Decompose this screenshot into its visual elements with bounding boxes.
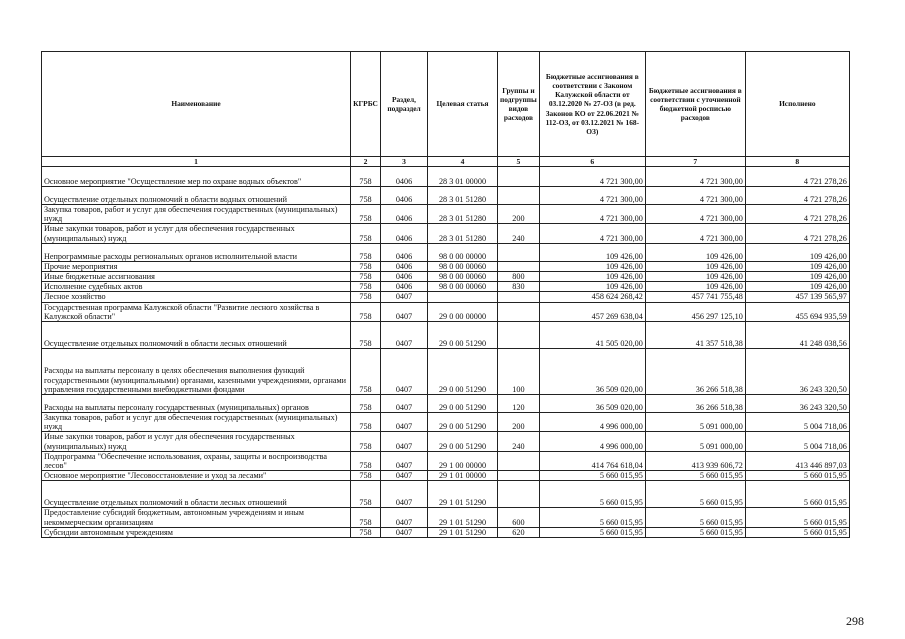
cell-executed: 109 426,00 <box>745 282 849 292</box>
cell-section: 0407 <box>381 451 428 470</box>
col-header-executed: Исполнено <box>745 52 849 157</box>
cell-section: 0407 <box>381 292 428 302</box>
cell-section: 0406 <box>381 187 428 205</box>
cell-law: 36 509 020,00 <box>539 395 645 413</box>
cell-law: 4 721 300,00 <box>539 167 645 187</box>
cell-kgrbs: 758 <box>351 395 381 413</box>
cell-article: 29 1 01 00000 <box>428 471 498 481</box>
cell-article: 29 1 00 00000 <box>428 451 498 470</box>
cell-article: 98 0 00 00060 <box>428 272 498 282</box>
cell-article: 28 3 01 51280 <box>428 205 498 224</box>
cell-executed: 5 660 015,95 <box>745 481 849 508</box>
cell-name: Субсидии автономным учреждениям <box>42 527 351 537</box>
table-row <box>42 481 850 508</box>
cell-article: 28 3 01 51280 <box>428 224 498 243</box>
table-row <box>42 395 850 413</box>
cell-executed: 41 248 038,56 <box>745 322 849 349</box>
cell-kgrbs: 758 <box>351 527 381 537</box>
cell-kgrbs: 758 <box>351 167 381 187</box>
cell-kgrbs: 758 <box>351 432 381 451</box>
cell-group: 200 <box>498 413 540 432</box>
cell-kgrbs: 758 <box>351 261 381 271</box>
cell-group <box>498 187 540 205</box>
cell-group: 830 <box>498 282 540 292</box>
column-number: 7 <box>645 157 745 167</box>
cell-name: Непрограммные расходы региональных органов исполнительной власти <box>42 243 351 261</box>
cell-section: 0407 <box>381 302 428 321</box>
cell-law: 457 269 638,04 <box>539 302 645 321</box>
cell-group: 120 <box>498 395 540 413</box>
cell-article: 29 1 01 51290 <box>428 508 498 527</box>
table-row <box>42 508 850 527</box>
cell-section: 0407 <box>381 508 428 527</box>
cell-name: Расходы на выплаты персоналу в целях обеспечения выполнения функций государственными (муниципальными) органами, казенными учреждениями, органами управления государственными внебюджетными фондами <box>42 349 351 395</box>
cell-kgrbs: 758 <box>351 282 381 292</box>
cell-section: 0406 <box>381 261 428 271</box>
col-header-assign-refined: Бюджетные ассигнования в соответствии с уточненной бюджетной росписью расходов <box>645 52 745 157</box>
cell-executed: 36 243 320,50 <box>745 349 849 395</box>
cell-refined: 5 660 015,95 <box>645 471 745 481</box>
cell-refined: 4 721 300,00 <box>645 205 745 224</box>
col-header-section: Раздел, подраздел <box>381 52 428 157</box>
cell-section: 0406 <box>381 243 428 261</box>
cell-law: 4 996 000,00 <box>539 413 645 432</box>
column-number: 6 <box>539 157 645 167</box>
cell-group <box>498 292 540 302</box>
table-row <box>42 261 850 271</box>
cell-law: 5 660 015,95 <box>539 527 645 537</box>
cell-article: 29 0 00 51290 <box>428 395 498 413</box>
table-row <box>42 322 850 349</box>
cell-refined: 5 091 000,00 <box>645 413 745 432</box>
cell-name: Предоставление субсидий бюджетным, автономным учреждениям и иным некоммерческим организациям <box>42 508 351 527</box>
table-body <box>42 167 850 538</box>
cell-section: 0407 <box>381 432 428 451</box>
cell-kgrbs: 758 <box>351 243 381 261</box>
cell-article: 29 0 00 51290 <box>428 432 498 451</box>
cell-refined: 457 741 755,48 <box>645 292 745 302</box>
cell-refined: 5 660 015,95 <box>645 481 745 508</box>
cell-name: Иные бюджетные ассигнования <box>42 272 351 282</box>
col-header-assign-law: Бюджетные ассигнования в соответствии с Законом Калужской области от 03.12.2020 № 27-ОЗ (в ред. Законов КО от 22.06.2021 № 112-ОЗ, от 03.12.2021 № 168-ОЗ) <box>539 52 645 157</box>
cell-section: 0406 <box>381 282 428 292</box>
cell-name: Осуществление отдельных полномочий в области лесных отношений <box>42 322 351 349</box>
cell-group <box>498 167 540 187</box>
cell-kgrbs: 758 <box>351 471 381 481</box>
cell-section: 0406 <box>381 167 428 187</box>
cell-executed: 5 004 718,06 <box>745 413 849 432</box>
cell-section: 0407 <box>381 527 428 537</box>
column-number: 1 <box>42 157 351 167</box>
cell-law: 4 721 300,00 <box>539 224 645 243</box>
page-number: 298 <box>846 614 864 628</box>
col-header-kgrbs: КГРБС <box>351 52 381 157</box>
cell-refined: 5 660 015,95 <box>645 508 745 527</box>
cell-executed: 109 426,00 <box>745 243 849 261</box>
cell-law: 5 660 015,95 <box>539 471 645 481</box>
cell-name: Основное мероприятие "Лесовосстановление и уход за лесами" <box>42 471 351 481</box>
cell-name: Закупка товаров, работ и услуг для обеспечения государственных (муниципальных) нужд <box>42 205 351 224</box>
cell-refined: 41 357 518,38 <box>645 322 745 349</box>
cell-name: Иные закупки товаров, работ и услуг для обеспечения государственных (муниципальных) нужд <box>42 224 351 243</box>
cell-executed: 413 446 897,03 <box>745 451 849 470</box>
column-number: 3 <box>381 157 428 167</box>
cell-section: 0407 <box>381 349 428 395</box>
cell-refined: 109 426,00 <box>645 272 745 282</box>
table-row <box>42 413 850 432</box>
table-row <box>42 302 850 321</box>
cell-section: 0407 <box>381 481 428 508</box>
cell-name: Основное мероприятие "Осуществление мер по охране водных объектов" <box>42 167 351 187</box>
column-number: 5 <box>498 157 540 167</box>
cell-refined: 109 426,00 <box>645 261 745 271</box>
cell-group: 240 <box>498 224 540 243</box>
cell-law: 4 996 000,00 <box>539 432 645 451</box>
cell-refined: 4 721 300,00 <box>645 187 745 205</box>
cell-section: 0407 <box>381 322 428 349</box>
cell-executed: 36 243 320,50 <box>745 395 849 413</box>
cell-kgrbs: 758 <box>351 322 381 349</box>
cell-name: Осуществление отдельных полномочий в области лесных отношений <box>42 481 351 508</box>
cell-kgrbs: 758 <box>351 302 381 321</box>
cell-article: 28 3 01 00000 <box>428 167 498 187</box>
table-row <box>42 471 850 481</box>
cell-executed: 5 660 015,95 <box>745 527 849 537</box>
cell-executed: 5 660 015,95 <box>745 508 849 527</box>
cell-executed: 4 721 278,26 <box>745 224 849 243</box>
cell-executed: 455 694 935,59 <box>745 302 849 321</box>
table-row <box>42 187 850 205</box>
cell-law: 109 426,00 <box>539 243 645 261</box>
cell-group <box>498 322 540 349</box>
table-row <box>42 167 850 187</box>
cell-law: 414 764 618,04 <box>539 451 645 470</box>
cell-group: 620 <box>498 527 540 537</box>
table-header <box>42 52 850 167</box>
cell-refined: 4 721 300,00 <box>645 224 745 243</box>
cell-law: 4 721 300,00 <box>539 187 645 205</box>
cell-refined: 4 721 300,00 <box>645 167 745 187</box>
column-number: 8 <box>745 157 849 167</box>
cell-law: 5 660 015,95 <box>539 481 645 508</box>
table-row <box>42 451 850 470</box>
col-header-groups: Группы и подгруппы видов расходов <box>498 52 540 157</box>
cell-article: 29 1 01 51290 <box>428 527 498 537</box>
cell-executed: 4 721 278,26 <box>745 187 849 205</box>
col-header-article: Целевая статья <box>428 52 498 157</box>
cell-name: Государственная программа Калужской области "Развитие лесного хозяйства в Калужской области" <box>42 302 351 321</box>
table-row <box>42 205 850 224</box>
cell-refined: 456 297 125,10 <box>645 302 745 321</box>
cell-kgrbs: 758 <box>351 481 381 508</box>
cell-refined: 36 266 518,38 <box>645 349 745 395</box>
cell-refined: 5 660 015,95 <box>645 527 745 537</box>
cell-kgrbs: 758 <box>351 451 381 470</box>
table-row <box>42 282 850 292</box>
cell-law: 109 426,00 <box>539 261 645 271</box>
cell-article: 29 1 01 51290 <box>428 481 498 508</box>
cell-refined: 109 426,00 <box>645 243 745 261</box>
cell-article: 29 0 00 51290 <box>428 413 498 432</box>
cell-article: 28 3 01 51280 <box>428 187 498 205</box>
cell-group: 240 <box>498 432 540 451</box>
cell-article: 29 0 00 51290 <box>428 349 498 395</box>
cell-article: 98 0 00 00060 <box>428 261 498 271</box>
cell-law: 458 624 268,42 <box>539 292 645 302</box>
budget-table <box>41 51 850 538</box>
cell-group <box>498 261 540 271</box>
table-row <box>42 432 850 451</box>
cell-refined: 109 426,00 <box>645 282 745 292</box>
cell-section: 0406 <box>381 272 428 282</box>
cell-kgrbs: 758 <box>351 292 381 302</box>
cell-article: 29 0 00 51290 <box>428 322 498 349</box>
cell-executed: 4 721 278,26 <box>745 205 849 224</box>
cell-kgrbs: 758 <box>351 272 381 282</box>
cell-section: 0407 <box>381 413 428 432</box>
cell-law: 109 426,00 <box>539 272 645 282</box>
cell-kgrbs: 758 <box>351 187 381 205</box>
cell-article: 98 0 00 00060 <box>428 282 498 292</box>
cell-name: Расходы на выплаты персоналу государственных (муниципальных) органов <box>42 395 351 413</box>
cell-executed: 4 721 278,26 <box>745 167 849 187</box>
cell-law: 4 721 300,00 <box>539 205 645 224</box>
cell-refined: 5 091 000,00 <box>645 432 745 451</box>
cell-name: Иные закупки товаров, работ и услуг для обеспечения государственных (муниципальных) нужд <box>42 432 351 451</box>
col-header-name: Наименование <box>42 52 351 157</box>
cell-law: 41 505 020,00 <box>539 322 645 349</box>
column-number: 4 <box>428 157 498 167</box>
table-row <box>42 527 850 537</box>
table-row <box>42 224 850 243</box>
cell-section: 0406 <box>381 224 428 243</box>
cell-group <box>498 481 540 508</box>
cell-section: 0407 <box>381 395 428 413</box>
table-row <box>42 349 850 395</box>
column-number: 2 <box>351 157 381 167</box>
cell-kgrbs: 758 <box>351 349 381 395</box>
cell-section: 0407 <box>381 471 428 481</box>
cell-refined: 413 939 606,72 <box>645 451 745 470</box>
cell-group: 600 <box>498 508 540 527</box>
cell-kgrbs: 758 <box>351 205 381 224</box>
cell-law: 5 660 015,95 <box>539 508 645 527</box>
cell-kgrbs: 758 <box>351 413 381 432</box>
cell-name: Прочие мероприятия <box>42 261 351 271</box>
table-row <box>42 272 850 282</box>
cell-kgrbs: 758 <box>351 508 381 527</box>
cell-executed: 109 426,00 <box>745 261 849 271</box>
cell-name: Подпрограмма "Обеспечение использования, охраны, защиты и воспроизводства лесов" <box>42 451 351 470</box>
cell-group: 200 <box>498 205 540 224</box>
table-row <box>42 243 850 261</box>
cell-name: Исполнение судебных актов <box>42 282 351 292</box>
cell-group: 800 <box>498 272 540 282</box>
table-row <box>42 292 850 302</box>
cell-group <box>498 243 540 261</box>
cell-article: 98 0 00 00000 <box>428 243 498 261</box>
cell-kgrbs: 758 <box>351 224 381 243</box>
cell-refined: 36 266 518,38 <box>645 395 745 413</box>
cell-group: 100 <box>498 349 540 395</box>
cell-law: 109 426,00 <box>539 282 645 292</box>
cell-group <box>498 451 540 470</box>
cell-executed: 5 660 015,95 <box>745 471 849 481</box>
column-number-row <box>42 157 850 167</box>
cell-group <box>498 471 540 481</box>
cell-executed: 5 004 718,06 <box>745 432 849 451</box>
cell-group <box>498 302 540 321</box>
cell-executed: 109 426,00 <box>745 272 849 282</box>
cell-executed: 457 139 565,97 <box>745 292 849 302</box>
cell-name: Закупка товаров, работ и услуг для обеспечения государственных (муниципальных) нужд <box>42 413 351 432</box>
cell-law: 36 509 020,00 <box>539 349 645 395</box>
cell-name: Осуществление отдельных полномочий в области водных отношений <box>42 187 351 205</box>
cell-name: Лесное хозяйство <box>42 292 351 302</box>
cell-article <box>428 292 498 302</box>
cell-section: 0406 <box>381 205 428 224</box>
cell-article: 29 0 00 00000 <box>428 302 498 321</box>
